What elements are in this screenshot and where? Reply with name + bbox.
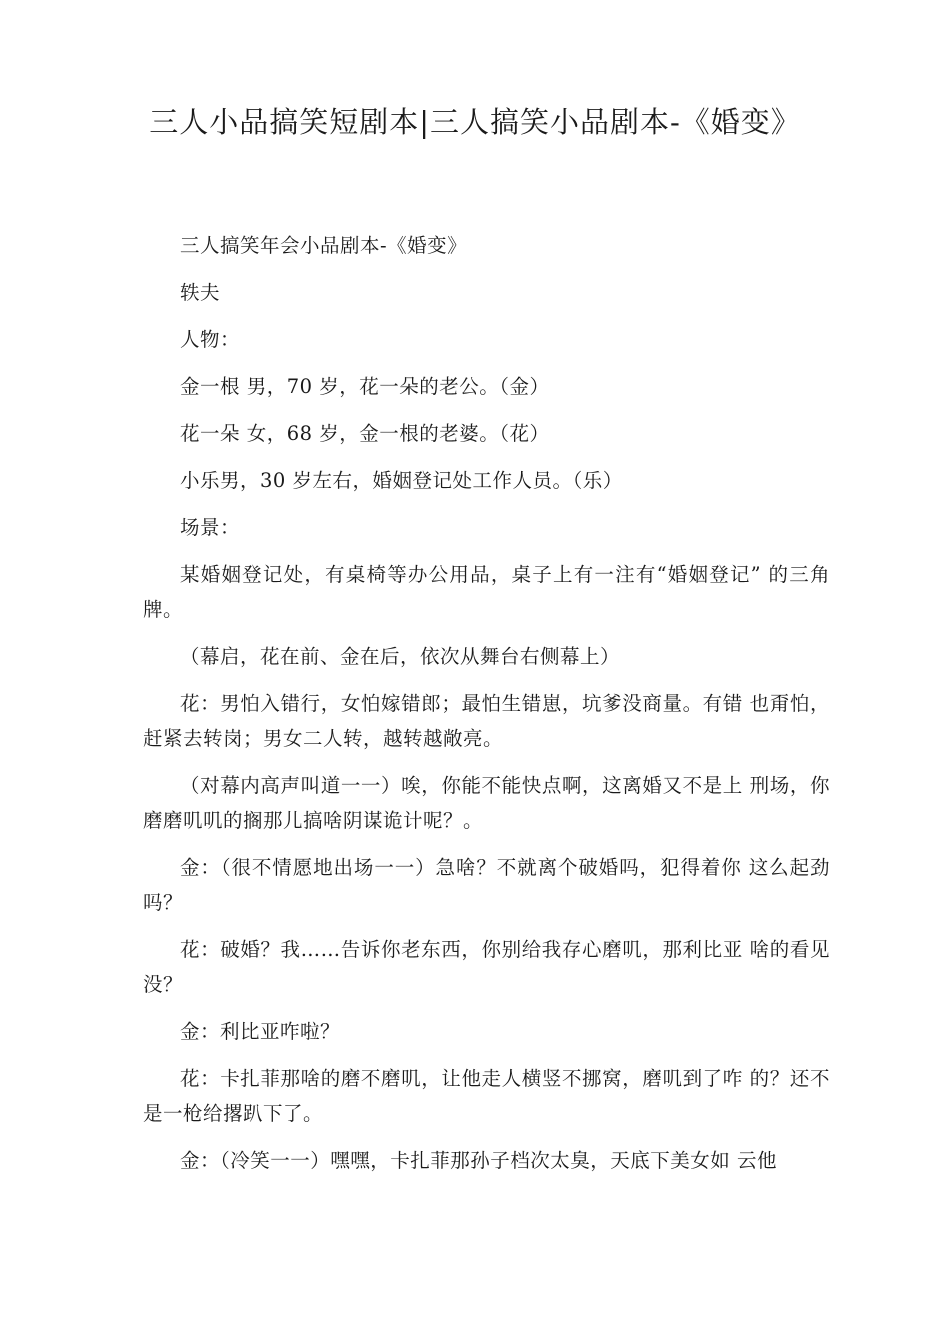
paragraph-character-hua: 花一朵 女，68 岁，金一根的老婆。（花） (180, 422, 550, 445)
paragraph-scene-heading: 场景： (180, 516, 241, 539)
paragraph-character-le: 小乐男，30 岁左右，婚姻登记处工作人员。（乐） (180, 469, 623, 492)
paragraph-characters-heading: 人物： (180, 328, 241, 351)
paragraph-character-jin: 金一根 男，70 岁，花一朵的老公。（金） (180, 375, 550, 398)
paragraph-author: 轶夫 (180, 281, 221, 304)
paragraph-dialogue: 花：破婚？我……告诉你老东西，你别给我存心磨叽，那利比亚 啥的看见没？ (143, 938, 830, 996)
paragraph-subtitle: 三人搞笑年会小品剧本-《婚变》 (180, 234, 468, 257)
paragraph-dialogue: 花：卡扎菲那啥的磨不磨叽，让他走人横竖不挪窝，磨叽到了咋 的？还不是一枪给撂趴下了。 (143, 1067, 830, 1125)
paragraph-dialogue: 花：男怕入错行，女怕嫁错郎；最怕生错崽，坑爹没商量。有错 也甭怕，赶紧去转岗；男女二人转，越转越敞亮。 (143, 692, 830, 750)
document-title: 三人小品搞笑短剧本|三人搞笑小品剧本-《婚变》 (149, 105, 801, 139)
document-body (143, 228, 830, 1190)
paragraph-stage-direction: （幕启，花在前、金在后，依次从舞台右侧幕上） (180, 645, 621, 668)
paragraph-dialogue: 金：（很不情愿地出场一一）急啥？不就离个破婚吗，犯得着你 这么起劲吗？ (143, 856, 830, 914)
paragraph-scene-description: 某婚姻登记处，有桌椅等办公用品，桌子上有一注有“婚姻登记” 的三角牌。 (143, 563, 830, 621)
paragraph-dialogue: 金：（冷笑一一）嘿嘿，卡扎菲那孙子档次太臭，天底下美女如 云他 (180, 1149, 777, 1172)
paragraph-dialogue: 金：利比亚咋啦？ (180, 1020, 341, 1043)
paragraph-dialogue: （对幕内高声叫道一一）唉，你能不能快点啊，这离婚又不是上 刑场，你磨磨叽叽的搁那儿搞啥阴谋诡计呢？。 (143, 774, 830, 832)
